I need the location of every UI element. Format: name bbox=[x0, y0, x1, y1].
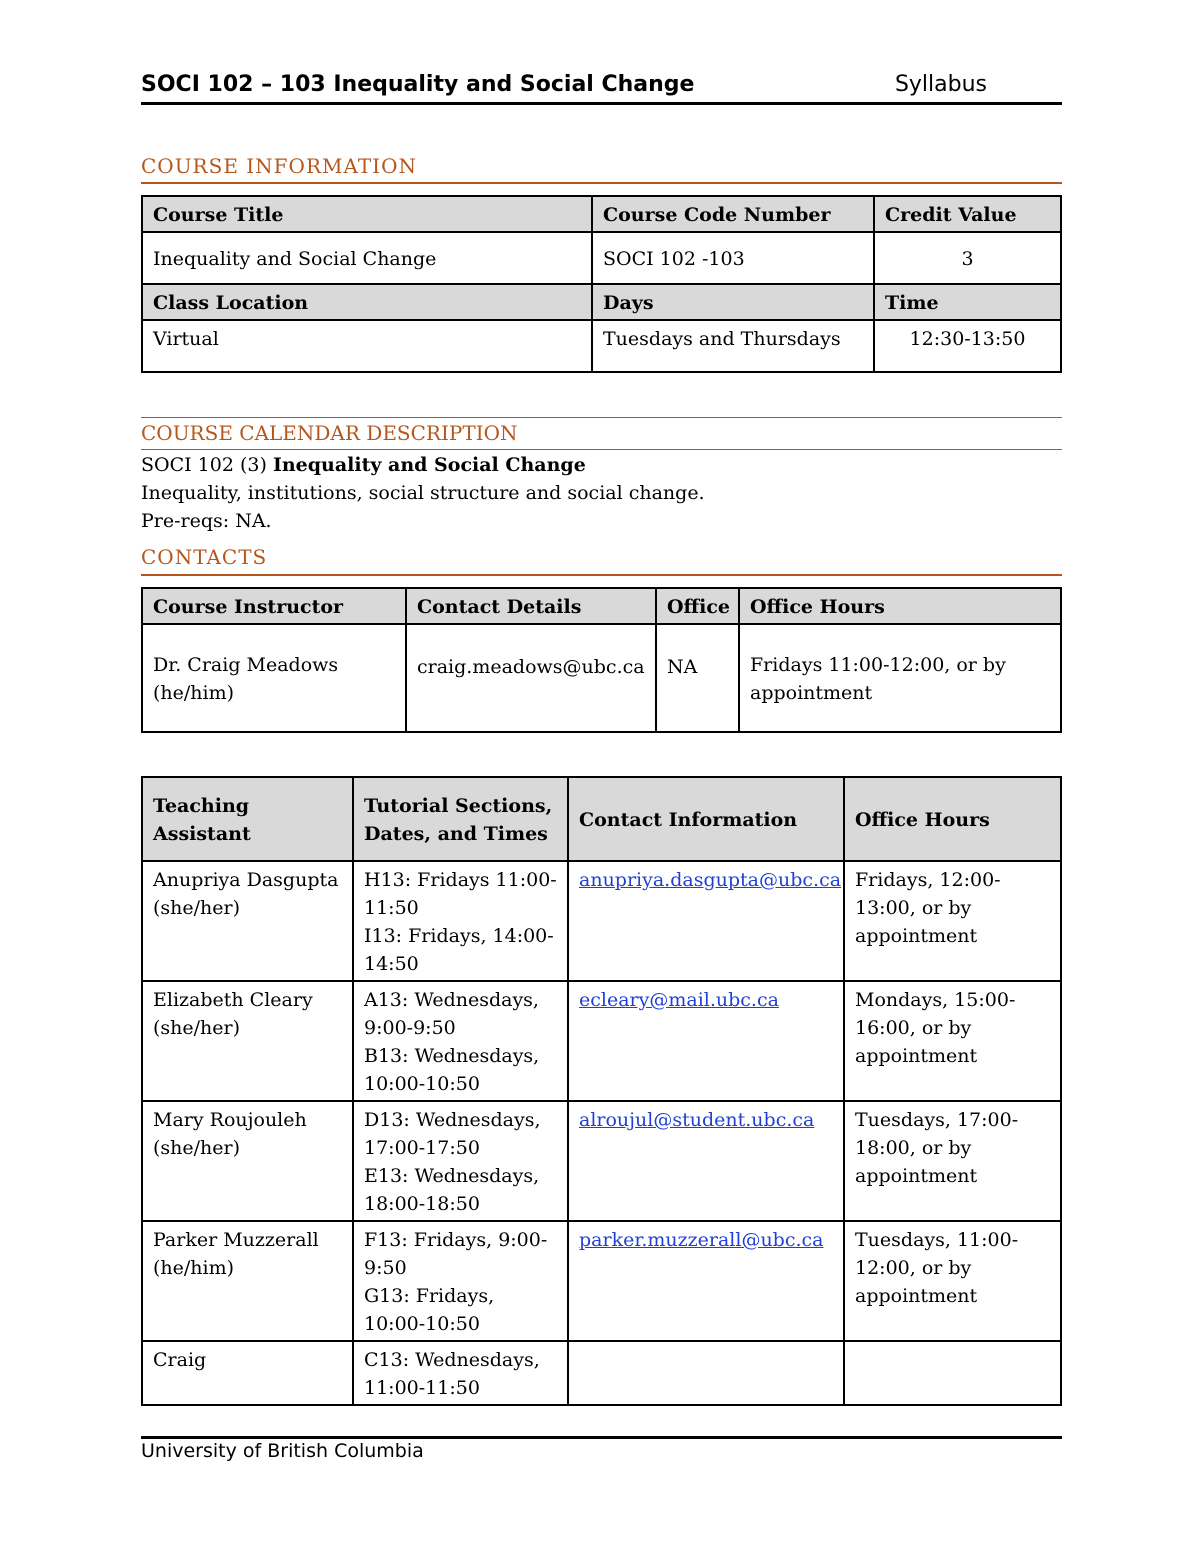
section-divider bbox=[141, 182, 1062, 184]
ta-section-line: A13: Wednesdays, 9:00-9:50 bbox=[364, 989, 539, 1039]
ta-office-hours: Tuesdays, 11:00-12:00, or by appointment bbox=[844, 1221, 1061, 1341]
instructor-office-hours: Fridays 11:00-12:00, or by appointment bbox=[739, 624, 1061, 732]
credit-value: 3 bbox=[874, 232, 1061, 284]
section-divider bbox=[141, 574, 1062, 576]
calendar-course-code: SOCI 102 (3) bbox=[141, 454, 267, 476]
page-title: SOCI 102 – 103 Inequality and Social Change bbox=[141, 72, 695, 97]
ta-contact-cell bbox=[568, 1341, 844, 1405]
instructor-name: Dr. Craig Meadows (he/him) bbox=[142, 624, 406, 732]
ta-sections bbox=[353, 981, 568, 1101]
ta-name: Mary Roujouleh (she/her) bbox=[142, 1101, 353, 1221]
table-header-cell: Office Hours bbox=[844, 777, 1061, 861]
course-title-value: Inequality and Social Change bbox=[142, 232, 592, 284]
table-header-cell: Class Location bbox=[142, 284, 592, 320]
ta-contact-cell bbox=[568, 1101, 844, 1221]
ta-sections bbox=[353, 861, 568, 981]
ta-section-line: D13: Wednesdays, 17:00-17:50 bbox=[364, 1109, 541, 1159]
table-header-cell: Tutorial Sections, Dates, and Times bbox=[353, 777, 568, 861]
table-row bbox=[142, 1341, 1061, 1405]
ta-email-link[interactable]: anupriya.dasgupta@ubc.ca bbox=[579, 869, 842, 891]
ta-name: Parker Muzzerall (he/him) bbox=[142, 1221, 353, 1341]
ta-sections bbox=[353, 1101, 568, 1221]
ta-section-line: G13: Fridays, 10:00-10:50 bbox=[364, 1285, 495, 1335]
teaching-assistant-table bbox=[141, 776, 1062, 1406]
ta-email-link[interactable]: parker.muzzerall@ubc.ca bbox=[579, 1229, 824, 1251]
ta-section-line: B13: Wednesdays, 10:00-10:50 bbox=[364, 1045, 540, 1095]
ta-sections bbox=[353, 1221, 568, 1341]
calendar-course-line bbox=[141, 451, 1062, 479]
calendar-prereqs: Pre-reqs: NA. bbox=[141, 510, 272, 532]
table-header-cell: Contact Information bbox=[568, 777, 844, 861]
section-divider bbox=[141, 417, 1062, 418]
page-footer: University of British Columbia bbox=[141, 1440, 424, 1462]
ta-office-hours: Tuesdays, 17:00-18:00, or by appointment bbox=[844, 1101, 1061, 1221]
table-header-cell: Credit Value bbox=[874, 196, 1061, 232]
ta-office-hours: Fridays, 12:00-13:00, or by appointment bbox=[844, 861, 1061, 981]
table-header-cell: Office bbox=[656, 588, 739, 624]
table-row bbox=[142, 861, 1061, 981]
contacts-heading: CONTACTS bbox=[141, 545, 268, 569]
table-row bbox=[142, 1221, 1061, 1341]
course-code-value: SOCI 102 -103 bbox=[592, 232, 874, 284]
ta-contact-cell bbox=[568, 981, 844, 1101]
ta-section-line: I13: Fridays, 14:00-14:50 bbox=[364, 925, 554, 975]
time-value: 12:30-13:50 bbox=[874, 320, 1061, 372]
document-type-label: Syllabus bbox=[894, 72, 987, 97]
ta-section-line: F13: Fridays, 9:00-9:50 bbox=[364, 1229, 548, 1279]
instructor-email: craig.meadows@ubc.ca bbox=[406, 624, 656, 732]
table-header-cell: Course Instructor bbox=[142, 588, 406, 624]
ta-email-link[interactable]: alroujul@student.ubc.ca bbox=[579, 1109, 815, 1131]
days-value: Tuesdays and Thursdays bbox=[592, 320, 874, 372]
table-header-cell: Contact Details bbox=[406, 588, 656, 624]
table-header-cell: Teaching Assistant bbox=[142, 777, 353, 861]
ta-office-hours bbox=[844, 1341, 1061, 1405]
ta-email-link[interactable]: ecleary@mail.ubc.ca bbox=[579, 989, 779, 1011]
course-information-heading: COURSE INFORMATION bbox=[141, 154, 417, 178]
ta-sections bbox=[353, 1341, 568, 1405]
ta-name: Elizabeth Cleary (she/her) bbox=[142, 981, 353, 1101]
calendar-description-heading: COURSE CALENDAR DESCRIPTION bbox=[141, 421, 518, 445]
section-divider bbox=[141, 449, 1062, 450]
ta-name: Craig bbox=[142, 1341, 353, 1405]
calendar-course-summary: Inequality, institutions, social structure and social change. bbox=[141, 482, 705, 504]
ta-contact-cell bbox=[568, 861, 844, 981]
instructor-office: NA bbox=[656, 624, 739, 732]
ta-section-line: E13: Wednesdays, 18:00-18:50 bbox=[364, 1165, 540, 1215]
class-location-value: Virtual bbox=[142, 320, 592, 372]
course-information-table bbox=[141, 195, 1062, 373]
table-header-cell: Time bbox=[874, 284, 1061, 320]
ta-name: Anupriya Dasgupta (she/her) bbox=[142, 861, 353, 981]
ta-contact-cell bbox=[568, 1221, 844, 1341]
footer-divider bbox=[141, 1436, 1062, 1439]
table-row bbox=[142, 981, 1061, 1101]
ta-section-line: H13: Fridays 11:00-11:50 bbox=[364, 869, 557, 919]
page-header bbox=[141, 68, 1062, 105]
table-row bbox=[142, 1101, 1061, 1221]
table-header-cell: Course Code Number bbox=[592, 196, 874, 232]
calendar-course-title: Inequality and Social Change bbox=[272, 454, 586, 476]
table-header-cell: Office Hours bbox=[739, 588, 1061, 624]
ta-office-hours: Mondays, 15:00-16:00, or by appointment bbox=[844, 981, 1061, 1101]
ta-section-line: C13: Wednesdays, 11:00-11:50 bbox=[364, 1349, 540, 1399]
calendar-description bbox=[141, 451, 1062, 535]
table-header-cell: Days bbox=[592, 284, 874, 320]
instructor-table bbox=[141, 587, 1062, 733]
table-header-cell: Course Title bbox=[142, 196, 592, 232]
